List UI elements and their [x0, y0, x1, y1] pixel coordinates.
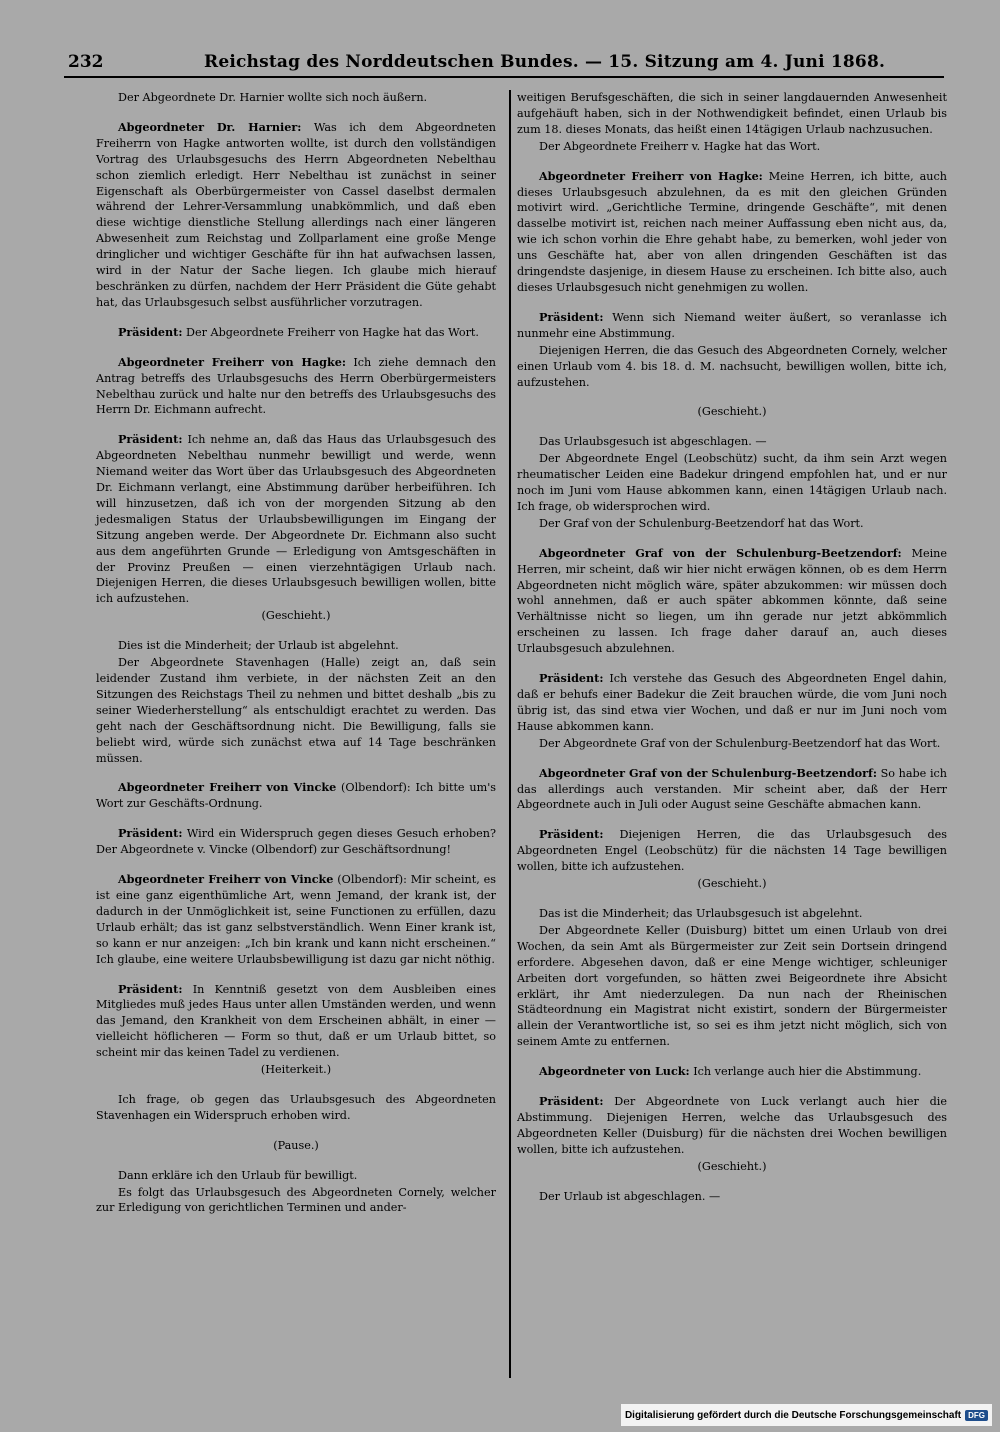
- footer-credit: [621, 1404, 992, 1426]
- paragraph-text: (Olbendorf): Mir scheint, es ist eine ganz eigenthümliche Art, wenn Jemand, der krank ist, der dadurch in der Unmöglichkeit ist, seine Functionen zu erfüllen, dazu Urlaub erhält; das ist ganz selbstverständlich. Wenn Einer krank ist, so kann er nur anzeigen: „Ich bin krank und kann nicht erscheinen.“ Ich glaube, eine weitere Urlaubsbewilligung ist dazu gar nicht nöthig.: [96, 873, 496, 966]
- speaker-name: Abgeordneter von Luck:: [539, 1064, 690, 1079]
- dfg-logo: DFG: [965, 1410, 988, 1421]
- speaker-name: Präsident:: [118, 432, 183, 447]
- speaker-name: Abgeordneter Freiherr von Hagke:: [118, 354, 346, 369]
- speaker-name: Abgeordneter Freiherr von Vincke: [118, 872, 334, 887]
- paragraph: [517, 90, 947, 138]
- paragraph: [517, 1189, 947, 1205]
- paragraph: [517, 923, 947, 1050]
- paragraph-text: Der Graf von der Schulenburg-Beetzendorf hat das Wort.: [539, 516, 864, 530]
- paragraph-text: Dann erkläre ich den Urlaub für bewilligt.: [118, 1168, 358, 1182]
- paragraph: [96, 432, 496, 607]
- paragraph-text: (Heiterkeit.): [260, 1063, 332, 1077]
- paragraph-text: Ich verstehe das Gesuch des Abgeordneten Engel dahin, daß er behufs einer Badekur die Zeit brauchen würde, die vom Juni noch übrig ist, das sind etwa vier Wochen, und daß er nur im Juni noch vom Hause abkommen kann.: [517, 672, 947, 733]
- header-rule: [64, 76, 944, 78]
- paragraph: [96, 872, 496, 967]
- speaker-name: Abgeordneter Dr. Harnier:: [118, 119, 302, 134]
- paragraph-text: (Pause.): [273, 1138, 319, 1152]
- speaker-name: Präsident:: [539, 827, 604, 842]
- paragraph-text: Was ich dem Abgeordneten Freiherrn von Hagke antworten wollte, ist durch den vollständigen Vortrag des Urlaubsgesuchs des Herrn Abgeordneten Nebelthau schon ziemlich erledigt. Herr Nebelthau ist zunächst in seiner Eigenschaft als Oberbürgermeister von Cassel daselbst dermalen während der Lehrer-Versammlung unabkömmlich, und daß eben diese wichtige dienstliche Stellung allerdings nach einer längeren Abwesenheit zum Reichstag und Zollparlament eine große Menge dringlicher und wichtiger Geschäfte für ihn hat aufwachsen lassen, wird in der Natur der Sache liegen. Ich glaube mich hierauf beschränken zu dürfen, nachdem der Herr Präsident die Güte gehabt hat, das Urlaubsgesuch selbst ausführlicher vorzutragen.: [96, 120, 496, 309]
- speaker-name: Abgeordneter Graf von der Schulenburg-Beetzendorf:: [539, 545, 902, 560]
- paragraph: [96, 325, 496, 341]
- paragraph: [96, 1138, 496, 1154]
- paragraph: [517, 906, 947, 922]
- paragraph-text: (Geschieht.): [697, 1159, 767, 1173]
- paragraph: [96, 608, 496, 624]
- speaker-name: Abgeordneter Freiherr von Vincke: [118, 780, 337, 795]
- paragraph: [517, 516, 947, 532]
- paragraph-text: Ich frage, ob gegen das Urlaubsgesuch des Abgeordneten Stavenhagen ein Widerspruch erhoben wird.: [96, 1092, 496, 1122]
- paragraph: [96, 1185, 496, 1217]
- paragraph-text: Der Abgeordnete Dr. Harnier wollte sich noch äußern.: [118, 91, 428, 104]
- paragraph-text: (Olbendorf): Ich bitte um's Wort zur Geschäfts-Ordnung.: [96, 781, 497, 811]
- paragraph: [517, 876, 947, 892]
- paragraph-text: (Geschieht.): [697, 877, 767, 891]
- paragraph: [96, 120, 496, 311]
- paragraph-text: Der Abgeordnete Freiherr von Hagke hat das Wort.: [182, 325, 479, 339]
- paragraph: [517, 404, 947, 420]
- paragraph-text: Der Abgeordnete Freiherr v. Hagke hat das Wort.: [539, 139, 821, 153]
- paragraph: [517, 343, 947, 391]
- right-column: [517, 90, 947, 1205]
- paragraph-text: Wird ein Widerspruch gegen dieses Gesuch erhoben? Der Abgeordnete v. Vincke (Olbendorf) zur Geschäftsordnung!: [96, 827, 496, 857]
- paragraph: [517, 827, 947, 875]
- paragraph-text: Ich ziehe demnach den Antrag betreffs des Urlaubsgesuchs des Herrn Oberbürgermeisters Nebelthau zurück und halte nur den betreffs des Urlaubsgesuchs des Herrn Dr. Eichmann aufrecht.: [96, 355, 496, 417]
- speaker-name: Präsident:: [539, 1094, 604, 1109]
- paragraph-text: (Geschieht.): [697, 405, 767, 419]
- paragraph-text: (Geschieht.): [261, 609, 331, 623]
- speaker-name: Präsident:: [118, 826, 183, 841]
- paragraph-text: Ich verlange auch hier die Abstimmung.: [689, 1065, 922, 1079]
- paragraph: [517, 1094, 947, 1158]
- paragraph: [517, 671, 947, 735]
- paragraph: [517, 451, 947, 515]
- paragraph-text: Diejenigen Herren, die das Urlaubsgesuch des Abgeordneten Engel (Leobschütz) für die nächsten 14 Tage bewilligen wollen, bitte ich aufzustehen.: [517, 828, 947, 874]
- paragraph: [96, 982, 496, 1062]
- paragraph: [96, 780, 496, 812]
- paragraph-text: Der Abgeordnete Stavenhagen (Halle) zeigt an, daß sein leidender Zustand ihm verbiete, in der nächsten Zeit an den Sitzungen des Reichstags Theil zu nehmen und bittet deshalb „bis zu seiner Wiederherstellung“ als entschuldigt erachtet zu werden. Das geht nach der Geschäftsordnung nicht. Die Bewilligung, falls sie beliebt wird, würde sich zunächst etwa auf 14 Tage beschränken müssen.: [96, 656, 496, 765]
- paragraph: [517, 310, 947, 342]
- paragraph: [517, 1064, 947, 1080]
- paragraph-text: Der Abgeordnete von Luck verlangt auch hier die Abstimmung. Diejenigen Herren, welche das Urlaubsgesuch des Abgeordneten Keller (Duisburg) für die nächsten drei Wochen bewilligen wollen, bitte ich aufzustehen.: [517, 1095, 947, 1156]
- paragraph-text: Es folgt das Urlaubsgesuch des Abgeordneten Cornely, welcher zur Erledigung von gerichtlichen Terminen und ander-: [96, 1185, 496, 1215]
- paragraph-text: Der Abgeordnete Engel (Leobschütz) sucht, da ihm sein Arzt wegen rheumatischer Leiden eine Badekur dringend empfohlen hat, und er nur noch im Juni vom Hause abkommen kann, einen 14tägigen Urlaub nach. Ich frage, ob widersprochen wird.: [517, 452, 947, 513]
- paragraph: [96, 1092, 496, 1124]
- paragraph: [517, 766, 947, 814]
- page-running-title: Reichstag des Norddeutschen Bundes. — 15. Sitzung am 4. Juni 1868.: [204, 52, 886, 72]
- paragraph-text: So habe ich das allerdings auch verstanden. Mir scheint aber, daß der Herr Abgeordnete auch in Juli oder August seine Geschäfte abmachen kann.: [517, 766, 947, 812]
- paragraph: [517, 434, 947, 450]
- paragraph-text: Wenn sich Niemand weiter äußert, so veranlasse ich nunmehr eine Abstimmung.: [517, 310, 947, 340]
- paragraph-text: Diejenigen Herren, die das Gesuch des Abgeordneten Cornely, welcher einen Urlaub vom 4. bis 18. d. M. nachsucht, bewilligen wollen, bitte ich, aufzustehen.: [517, 343, 947, 389]
- page-header: [64, 52, 944, 78]
- paragraph-text: Meine Herren, mir scheint, daß wir hier nicht erwägen können, ob es dem Herrn Abgeordneten nicht möglich wäre, später abzukommen: wir müssen doch wohl annehmen, daß er auch später abkommen könnte, daß seine Verhältnisse nicht so liegen, um ihn gerade nur jetzt abkömmlich erscheinen zu lassen. Ich frage daher darauf an, auch dieses Urlaubsgesuch abzulehnen.: [517, 546, 947, 656]
- column-divider: [509, 90, 511, 1378]
- paragraph: [517, 1159, 947, 1175]
- speaker-name: Präsident:: [118, 324, 183, 339]
- footer-credit-text: Digitalisierung gefördert durch die Deutsche Forschungsgemeinschaft: [624, 1409, 962, 1421]
- paragraph-text: Der Urlaub ist abgeschlagen. —: [539, 1189, 721, 1203]
- paragraph-text: Der Abgeordnete Graf von der Schulenburg-Beetzendorf hat das Wort.: [539, 736, 941, 750]
- page-number: 232: [68, 52, 104, 72]
- paragraph-text: Ich nehme an, daß das Haus das Urlaubsgesuch des Abgeordneten Nebelthau nunmehr bewilligt und werde, wenn Niemand weiter das Wort über das Urlaubsgesuch des Abgeordneten Dr. Eichmann verlangt, eine Abstimmung darüber herbeiführen. Ich will hinzusetzen, daß ich von der morgenden Sitzung ab den jedesmaligen Status der Urlaubsbewilligungen im Eingang der Sitzung angeben werde. Der Abgeordnete Dr. Eichmann also sucht aus dem angeführten Grunde — Erledigung von Amtsgeschäften in der Provinz Preußen — einen vierzehntägigen Urlaub nach. Diejenigen Herren, die dieses Urlaubsgesuch bewilligen wollen, bitte ich aufzustehen.: [96, 433, 496, 606]
- paragraph: [517, 546, 947, 657]
- paragraph: [96, 1168, 496, 1184]
- paragraph: [96, 826, 496, 858]
- paragraph: [517, 736, 947, 752]
- speaker-name: Präsident:: [539, 309, 604, 324]
- paragraph-text: Dies ist die Minderheit; der Urlaub ist abgelehnt.: [118, 639, 399, 653]
- left-column: [96, 90, 496, 1217]
- paragraph-text: In Kenntniß gesetzt von dem Ausbleiben eines Mitgliedes muß jedes Haus unter allen Umständen werden, und wenn das Jemand, den Krankheit von dem Erscheinen abhält, in einer — vielleicht höflicheren — Form so thut, daß er um Urlaub bittet, so scheint mir das keinen Tadel zu verdienen.: [96, 982, 496, 1060]
- paragraph: [517, 169, 947, 296]
- paragraph-text: Der Abgeordnete Keller (Duisburg) bittet um einen Urlaub von drei Wochen, da sein Amt als Bürgermeister zur Zeit sein Dortsein dringend erfordere. Abgesehen davon, daß er eine Menge wichtiger, schleuniger Arbeiten dort vorgefunden, so hätten zwei Beigeordnete ihre Absicht erklärt, ihr Amt niederzulegen. Da nun nach der Rheinischen Städteordnung ein Magistrat nicht existirt, sondern der Bürgermeister allein der Verantwortliche ist, so sei es ihm jetzt nicht möglich, sich von seinem Amte zu entfernen.: [517, 923, 947, 1049]
- paragraph-text: Das Urlaubsgesuch ist abgeschlagen. —: [539, 435, 767, 449]
- paragraph-text: Das ist die Minderheit; das Urlaubsgesuch ist abgelehnt.: [539, 906, 863, 920]
- speaker-name: Präsident:: [118, 981, 183, 996]
- paragraph: [517, 139, 947, 155]
- paragraph-text: weitigen Berufsgeschäften, die sich in seiner langdauernden Anwesenheit aufgehäuft haben, sich in der Nothwendigkeit befindet, einen Urlaub bis zum 18. dieses Monats, das heißt einen 14tägigen Urlaub nachzusuchen.: [517, 91, 947, 136]
- paragraph-text: Meine Herren, ich bitte, auch dieses Urlaubsgesuch abzulehnen, da es mit den gleichen Gründen motivirt wird. „Gerichtliche Termine, dringende Geschäfte“, mit denen dasselbe motivirt ist, reichen nach meiner Auffassung eben nicht aus, da, wie ich schon vorhin die Ehre gehabt habe, zu bemerken, wohl jeder von uns Geschäfte hat, aber von allen dringenden Geschäften ist das dringendste dasjenige, in diesem Hause zu erscheinen. Ich bitte also, auch dieses Urlaubsgesuch nicht genehmigen zu wollen.: [517, 169, 947, 294]
- paragraph: [96, 638, 496, 654]
- speaker-name: Abgeordneter Freiherr von Hagke:: [539, 168, 763, 183]
- paragraph: [96, 355, 496, 419]
- speaker-name: Abgeordneter Graf von der Schulenburg-Beetzendorf:: [539, 765, 877, 780]
- paragraph: [96, 90, 496, 106]
- paragraph: [96, 1062, 496, 1078]
- speaker-name: Präsident:: [539, 671, 604, 686]
- paragraph: [96, 655, 496, 766]
